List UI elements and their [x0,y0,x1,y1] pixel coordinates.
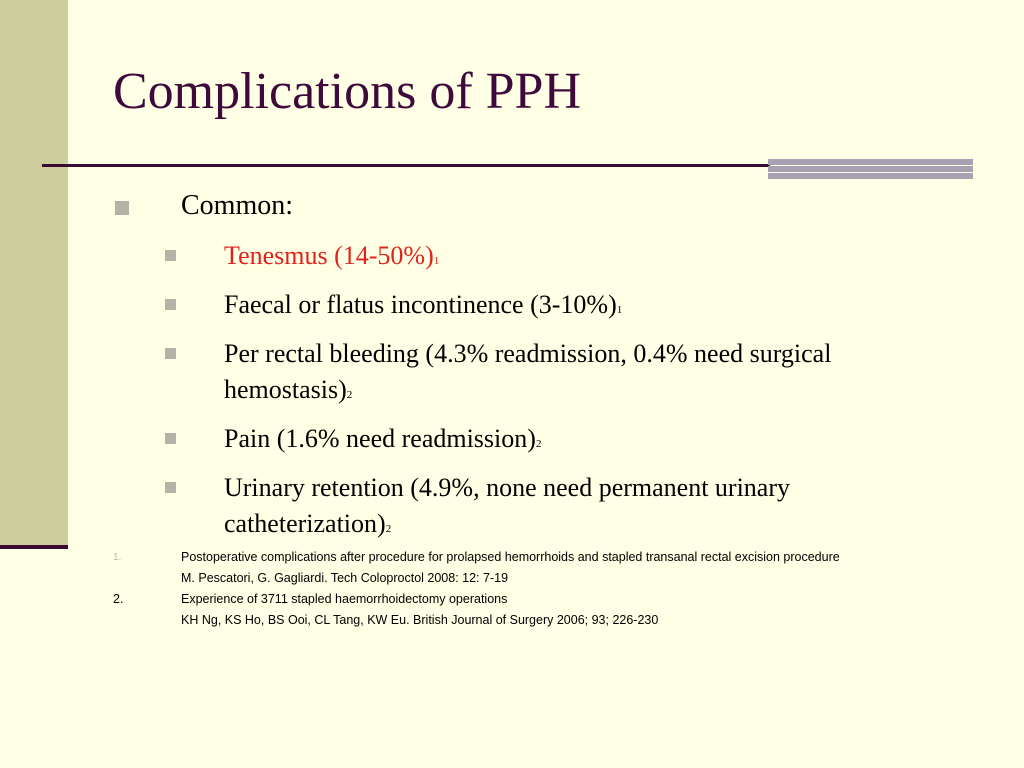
accent-bar [768,159,973,165]
reference-marker: 2 [535,438,542,450]
list-item-incontinence [165,287,935,328]
title-divider [42,164,770,167]
side-decor-band [0,0,68,548]
reference-number: 1. [113,552,122,563]
reference-citation: M. Pescatori, G. Gagliardi. Tech Coloproctol 2008: 12: 7-19 [181,571,509,585]
item-text: Pain (1.6% need readmission) [224,424,536,453]
complication-list [165,238,935,555]
item-text: Faecal or flatus incontinence (3-10%) [224,290,617,319]
list-item-tenesmus [165,238,935,279]
item-text: Per rectal bleeding (4.3% readmission, 0.4% need surgical hemostasis) [224,339,832,404]
square-bullet-icon [165,299,176,310]
section-label: Common: [181,190,294,221]
reference-citation: KH Ng, KS Ho, BS Ooi, CL Tang, KW Eu. British Journal of Surgery 2006; 93; 226-230 [181,613,659,627]
reference-title: Experience of 3711 stapled haemorrhoidectomy operations [181,592,508,606]
list-item-urinary-retention [165,470,935,547]
accent-bars [768,159,973,179]
square-bullet-icon [115,201,129,215]
square-bullet-icon [165,348,176,359]
reference-marker: 1 [616,304,623,316]
list-item-pain [165,421,935,462]
square-bullet-icon [165,433,176,444]
square-bullet-icon [165,250,176,261]
slide-title: Complications of PPH [113,63,582,120]
item-text: Tenesmus (14-50%) [224,241,434,270]
accent-bar [768,173,973,179]
item-text: Urinary retention (4.9%, none need permanent urinary catheterization) [224,473,791,538]
accent-bar [768,166,973,172]
reference-number: 2. [113,592,124,606]
reference-marker: 2 [346,389,353,401]
list-item-bleeding [165,336,935,413]
square-bullet-icon [165,482,176,493]
side-decor-line [0,545,68,549]
reference-marker: 1 [433,255,440,267]
reference-marker: 2 [385,523,392,535]
reference-title: Postoperative complications after procedure for prolapsed hemorrhoids and stapled transanal rectal excision procedure [181,550,840,564]
